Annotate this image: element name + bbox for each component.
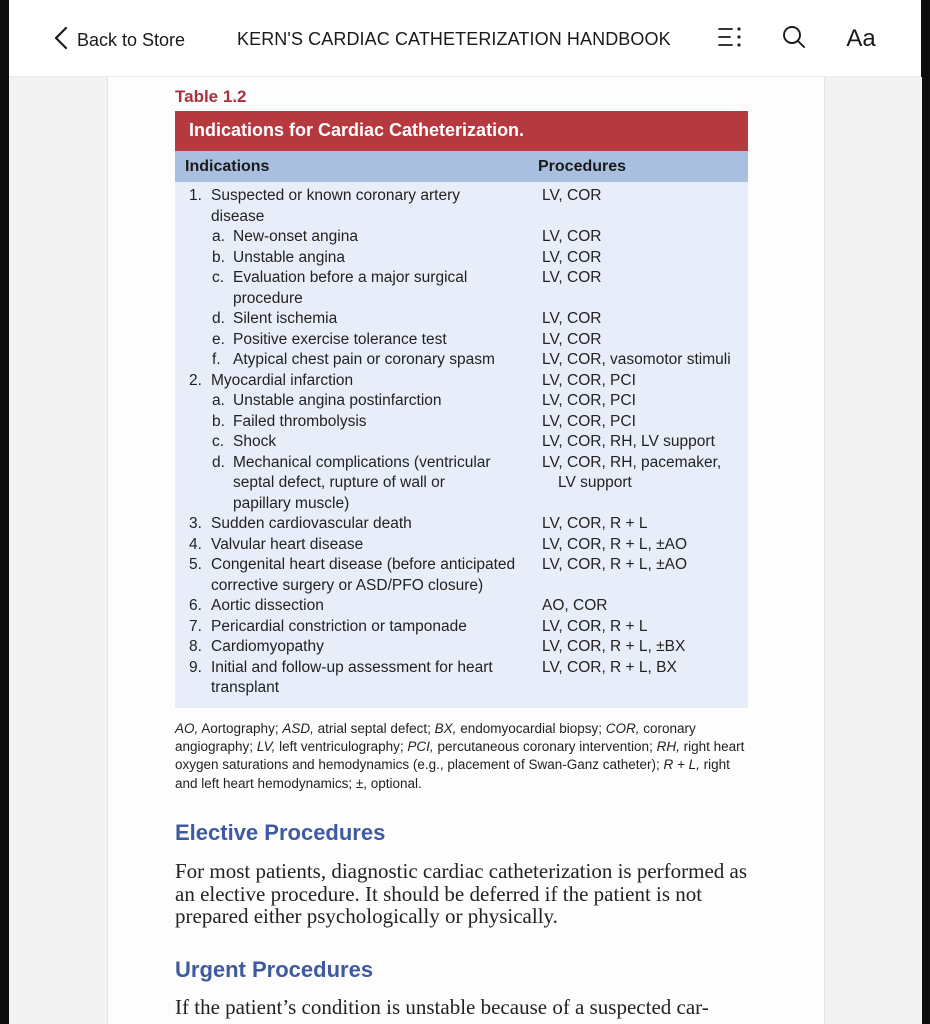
footnote-abbreviation: R + L, <box>663 757 700 773</box>
row-procedures: LV, COR, vasomotor stimuli <box>542 351 731 368</box>
row-number: 3. <box>189 515 202 532</box>
row-procedures: LV, COR, R + L, BX <box>542 658 677 676</box>
footnote-abbreviation: AO, <box>175 721 199 736</box>
search-icon <box>782 25 806 54</box>
row-procedures: LV, COR, RH, pacemaker, <box>542 453 722 471</box>
row-indication: Sudden cardiovascular death <box>211 515 412 532</box>
right-screen-edge <box>921 0 930 1024</box>
row-procedures: LV, COR, RH, LV support <box>542 433 715 450</box>
row-number: e. <box>212 330 225 348</box>
row-number: 6. <box>189 597 202 614</box>
row-indication: Positive exercise tolerance test <box>233 330 447 348</box>
row-procedures: LV, COR, R + L <box>542 515 648 532</box>
footnote-definition: right heart oxygen saturations and hemodynamics (e.g., placement of Swan-Ganz catheter); <box>175 739 749 773</box>
footnote-abbreviation: ASD, <box>282 721 314 736</box>
row-procedures: LV, COR, R + L, ±AO <box>542 535 688 553</box>
chevron-left-icon <box>53 26 69 55</box>
row-procedures: LV support <box>558 474 632 491</box>
footnote-abbreviation: LV, <box>256 739 276 755</box>
row-indication: Congenital heart disease (before anticipated <box>211 556 516 573</box>
row-indication: New-onset angina <box>233 228 358 245</box>
book-title: KERN'S CARDIAC CATHETERIZATION HANDBOOK <box>237 29 671 49</box>
footnote-abbreviation: RH, <box>656 739 680 755</box>
row-indication: procedure <box>233 289 303 307</box>
reader-toolbar <box>9 0 921 77</box>
right-margin <box>824 77 922 1024</box>
elective-procedures-heading: Elective Procedures <box>175 820 386 845</box>
row-number: f. <box>212 351 221 368</box>
left-screen-edge <box>0 0 9 1024</box>
row-number: 7. <box>189 617 202 635</box>
row-indication: Shock <box>233 433 277 450</box>
row-procedures: LV, COR, R + L, ±AO <box>542 556 688 573</box>
urgent-procedures-paragraph: If the patient’s condition is unstable because of a suspected car- <box>175 995 709 1019</box>
row-indication: Silent ischemia <box>233 310 338 327</box>
row-procedures: LV, COR <box>542 228 602 245</box>
table-of-contents-icon <box>717 25 743 54</box>
urgent-procedures-heading: Urgent Procedures <box>175 957 374 982</box>
font-settings-button[interactable]: Aa <box>846 25 876 52</box>
row-indication: Mechanical complications (ventricular <box>233 453 491 471</box>
row-number: 1. <box>189 187 202 204</box>
row-number: b. <box>212 248 225 266</box>
left-margin <box>9 77 108 1024</box>
footnote-abbreviation: BX, <box>434 721 457 736</box>
row-indication: Valvular heart disease <box>211 535 364 553</box>
row-indication: Myocardial infarction <box>211 371 354 389</box>
row-number: d. <box>212 453 225 471</box>
row-procedures: LV, COR <box>542 248 602 266</box>
row-number: c. <box>212 433 225 450</box>
row-procedures: LV, COR <box>542 330 602 348</box>
row-number: a. <box>212 392 225 409</box>
footnote-definition: Aortography; <box>198 721 283 736</box>
indications-column-header: Indications <box>185 158 270 175</box>
row-indication: transplant <box>211 679 280 696</box>
row-number: a. <box>212 228 225 245</box>
row-indication: Pericardial constriction or tamponade <box>211 617 467 635</box>
row-procedures: AO, COR <box>542 597 608 614</box>
row-indication: Cardiomyopathy <box>211 638 324 655</box>
row-number: 2. <box>189 371 202 389</box>
row-indication: Aortic dissection <box>211 597 324 614</box>
row-procedures: LV, COR <box>542 269 602 286</box>
row-number: 9. <box>189 658 202 676</box>
row-indication: Failed thrombolysis <box>233 412 367 430</box>
procedures-column-header: Procedures <box>538 158 627 175</box>
footnote-definition: percutaneous coronary intervention; <box>433 739 657 755</box>
footnote-definition: right and left heart hemodynamics; <box>175 757 734 791</box>
back-to-store-label: Back to Store <box>77 29 186 50</box>
row-indication: Unstable angina postinfarction <box>233 392 442 409</box>
row-indication: disease <box>211 207 265 225</box>
elective-procedures-paragraph: For most patients, diagnostic cardiac catheterization is performed as an elective procedure. It should be deferred if the patient is not prepared either psychologically or physically. <box>175 859 748 928</box>
footnote-definition: atrial septal defect; <box>313 721 435 736</box>
search-button[interactable] <box>779 24 809 54</box>
row-number: 5. <box>189 556 202 573</box>
row-number: 4. <box>189 535 202 553</box>
row-indication: papillary muscle) <box>233 494 350 512</box>
table-footnote <box>175 720 755 793</box>
row-indication: Unstable angina <box>233 248 346 266</box>
row-procedures: LV, COR <box>542 310 602 327</box>
row-number: c. <box>212 269 225 286</box>
row-indication: corrective surgery or ASD/PFO closure) <box>211 576 484 594</box>
footnote-definition: endomyocardial biopsy; <box>456 721 606 736</box>
row-procedures: LV, COR, PCI <box>542 392 636 409</box>
row-indication: Initial and follow-up assessment for heart <box>211 658 493 676</box>
table-title: Indications for Cardiac Catheterization. <box>175 111 748 151</box>
table-label: Table 1.2 <box>175 87 247 106</box>
back-to-store-button[interactable] <box>53 26 185 54</box>
footnote-abbreviation: PCI, <box>407 739 434 755</box>
row-indication: Suspected or known coronary artery <box>211 187 460 204</box>
footnote-abbreviation: COR, <box>605 721 640 736</box>
row-number: d. <box>212 310 225 327</box>
row-indication: Evaluation before a major surgical <box>233 269 468 286</box>
row-indication: Atypical chest pain or coronary spasm <box>233 351 495 368</box>
footnote-definition: left ventriculography; <box>275 739 408 755</box>
row-number: b. <box>212 412 225 430</box>
row-procedures: LV, COR, R + L <box>542 617 648 635</box>
footnote-definition: coronary angiography; <box>175 721 700 755</box>
row-procedures: LV, COR, PCI <box>542 371 636 389</box>
row-number: 8. <box>189 638 202 655</box>
table-of-contents-button[interactable] <box>715 24 745 54</box>
table-header-row <box>175 151 748 182</box>
row-indication: septal defect, rupture of wall or <box>233 474 445 491</box>
row-procedures: LV, COR <box>542 187 602 204</box>
footnote-definition: ±, optional. <box>355 775 422 791</box>
row-procedures: LV, COR, R + L, ±BX <box>542 638 686 655</box>
row-procedures: LV, COR, PCI <box>542 412 636 430</box>
